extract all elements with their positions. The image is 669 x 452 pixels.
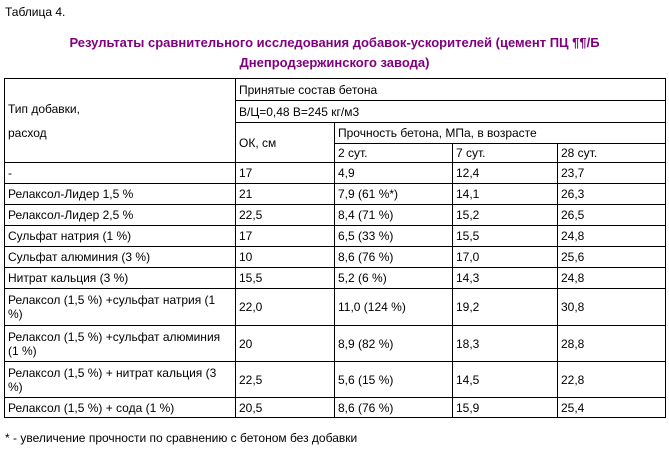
- strength-7-days: 15,2: [453, 205, 558, 226]
- additive-type: Релаксол (1,5 %) +сульфат алюминия (1 %): [5, 326, 236, 362]
- page-title: [0, 33, 669, 73]
- strength-7-days: 15,5: [453, 226, 558, 247]
- strength-7-days: 12,4: [453, 163, 558, 184]
- slump-value: 21: [236, 184, 335, 205]
- strength-2-days: 5,2 (6 %): [335, 268, 453, 289]
- strength-28-days: 26,5: [558, 205, 666, 226]
- additive-type: Сульфат натрия (1 %): [5, 226, 236, 247]
- composition-params: В/Ц=0,48 В=245 кг/м3: [236, 101, 666, 123]
- slump-value: 17: [236, 226, 335, 247]
- additive-type: Нитрат кальция (3 %): [5, 268, 236, 289]
- strength-2-days: 4,9: [335, 163, 453, 184]
- type-header-cell: [5, 79, 236, 163]
- additive-type: Релаксол (1,5 %) + сода (1 %): [5, 398, 236, 418]
- additive-type: Релаксол (1,5 %) +сульфат натрия (1 %): [5, 289, 236, 326]
- table-row: [5, 362, 666, 398]
- strength-7-days: 14,1: [453, 184, 558, 205]
- strength-28-days: 23,7: [558, 163, 666, 184]
- age-7-days-header: 7 сут.: [453, 144, 558, 163]
- table-row: [5, 398, 666, 418]
- strength-2-days: 6,5 (33 %): [335, 226, 453, 247]
- strength-2-days: 8,6 (76 %): [335, 247, 453, 268]
- slump-value: 15,5: [236, 268, 335, 289]
- additive-type: Релаксол-Лидер 2,5 %: [5, 205, 236, 226]
- table-row: [5, 205, 666, 226]
- strength-2-days: 8,4 (71 %): [335, 205, 453, 226]
- type-header-label: Тип добавки,: [8, 101, 80, 116]
- composition-header: Принятые состав бетона: [236, 79, 666, 101]
- strength-28-days: 25,4: [558, 398, 666, 418]
- strength-7-days: 14,3: [453, 268, 558, 289]
- table-row: [5, 268, 666, 289]
- strength-7-days: 14,5: [453, 362, 558, 398]
- dosage-header-label: расход: [8, 125, 47, 140]
- strength-28-days: 26,3: [558, 184, 666, 205]
- additive-type: Релаксол (1,5 %) + нитрат кальция (3 %): [5, 362, 236, 398]
- footnote: * - увеличение прочности по сравнению с бетоном без добавки: [5, 431, 358, 445]
- slump-value: 22,5: [236, 205, 335, 226]
- strength-28-days: 28,8: [558, 326, 666, 362]
- table-row: [5, 184, 666, 205]
- table-row: [5, 326, 666, 362]
- slump-value: 20: [236, 326, 335, 362]
- additive-type: -: [5, 163, 236, 184]
- strength-2-days: 11,0 (124 %): [335, 289, 453, 326]
- table-row: [5, 226, 666, 247]
- additive-type: Сульфат алюминия (3 %): [5, 247, 236, 268]
- slump-value: 22,0: [236, 289, 335, 326]
- strength-28-days: 24,8: [558, 268, 666, 289]
- strength-header: Прочность бетона, МПа, в возрасте: [335, 123, 666, 144]
- strength-2-days: 8,9 (82 %): [335, 326, 453, 362]
- table-caption: Таблица 4.: [5, 5, 66, 19]
- strength-28-days: 30,8: [558, 289, 666, 326]
- title-line-2: Днепродзержинского завода): [239, 55, 430, 70]
- strength-7-days: 15,9: [453, 398, 558, 418]
- strength-28-days: 24,8: [558, 226, 666, 247]
- additive-type: Релаксол-Лидер 1,5 %: [5, 184, 236, 205]
- strength-2-days: 7,9 (61 %*): [335, 184, 453, 205]
- slump-value: 22,5: [236, 362, 335, 398]
- strength-28-days: 25,6: [558, 247, 666, 268]
- strength-28-days: 22,8: [558, 362, 666, 398]
- results-table: [4, 78, 666, 418]
- age-28-days-header: 28 сут.: [558, 144, 666, 163]
- strength-2-days: 8,6 (76 %): [335, 398, 453, 418]
- ok-header: ОК, см: [236, 123, 335, 163]
- strength-7-days: 19,2: [453, 289, 558, 326]
- slump-value: 17: [236, 163, 335, 184]
- slump-value: 20,5: [236, 398, 335, 418]
- age-2-days-header: 2 сут.: [335, 144, 453, 163]
- strength-7-days: 17,0: [453, 247, 558, 268]
- table-row: [5, 163, 666, 184]
- table-row: [5, 247, 666, 268]
- slump-value: 10: [236, 247, 335, 268]
- title-line-1: Результаты сравнительного исследования добавок-ускорителей (цемент ПЦ ¶¶/Б: [69, 35, 600, 50]
- strength-7-days: 18,3: [453, 326, 558, 362]
- table-row: [5, 289, 666, 326]
- strength-2-days: 5,6 (15 %): [335, 362, 453, 398]
